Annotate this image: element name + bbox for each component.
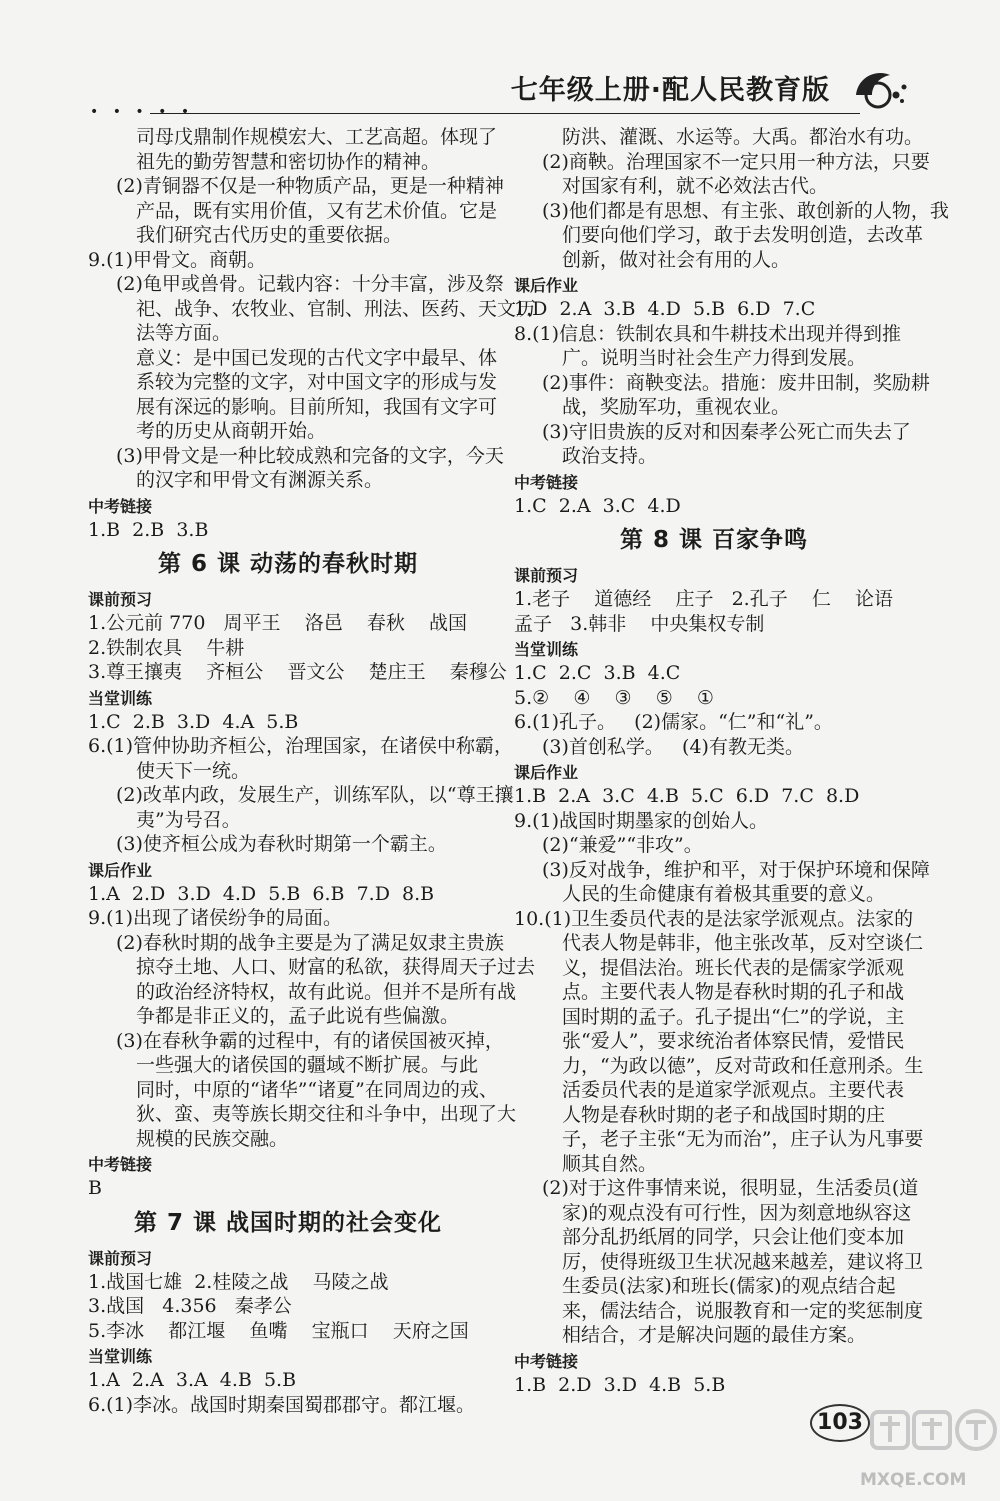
- left-text-line: 1.公元前 770 周平王 洛邑 春秋 战国: [88, 612, 468, 634]
- left-text-line: 司母戊鼎制作规模宏大、工艺高超。体现了: [136, 126, 498, 148]
- left-text-line: 产品，既有实用价值，又有艺术价值。它是: [136, 199, 498, 222]
- right-section-heading: 课后作业: [514, 763, 579, 782]
- right-text-line: 点。主要代表人物是春秋时期的孔子和战: [562, 981, 905, 1003]
- right-text-line: (2)“兼爱”“非攻”。: [542, 834, 703, 856]
- left-text-line: (3)甲骨文是一种比较成熟和完备的文字，今天: [116, 444, 504, 467]
- right-text-line: 1.老子 道德经 庄子 2.孔子 仁 论语: [514, 588, 894, 610]
- right-text-line: (2)对于这件事情来说，很明显，生活委员(道: [542, 1177, 919, 1199]
- right-text-line: 们要向他们学习，敢于去发明创造，去改革: [562, 224, 924, 246]
- right-text-line: 人民的生命健康有着极其重要的意义。: [562, 883, 886, 905]
- right-text-line: (3)他们都是有思想、有主张、敢创新的人物，我: [542, 199, 949, 222]
- left-text-line: 的汉字和甲骨文有渊源关系。: [136, 469, 384, 491]
- right-text-line: (3)首创私学。 (4)有教无类。: [542, 735, 804, 758]
- right-text-line: 创新，做对社会有用的人。: [562, 248, 791, 271]
- right-text-line: 家)的观点没有可行性，因为刻意地纵容这: [562, 1201, 912, 1224]
- page-number: 103: [810, 1404, 870, 1442]
- left-text-line: 我们研究古代历史的重要依据。: [136, 224, 403, 246]
- book-series-logo-icon: [850, 65, 910, 111]
- right-text-line: 政治支持。: [562, 445, 658, 467]
- right-text-line: 孟子 3.韩非 中央集权专制: [514, 612, 765, 635]
- left-text-line: 6.(1)李冰。战国时期秦国蜀郡郡守。都江堰。: [88, 1393, 476, 1416]
- left-text-line: 3.战国 4.356 秦孝公: [88, 1295, 292, 1317]
- right-text-line: (2)商鞅。治理国家不一定只用一种方法，只要: [542, 150, 930, 173]
- left-section-heading: 当堂训练: [88, 1347, 153, 1366]
- right-text-line: (3)守旧贵族的反对和因秦孝公死亡而失去了: [542, 420, 911, 443]
- left-text-line: 1.A 2.D 3.D 4.D 5.B 6.B 7.D 8.B: [88, 882, 435, 905]
- left-text-line: (2)改革内政，发展生产，训练军队，以“尊王攘: [116, 784, 514, 806]
- right-section-heading: 课前预习: [514, 566, 579, 585]
- right-text-line: 义，提倡法治。班长代表的是儒家学派观: [562, 956, 905, 979]
- right-text-line: 对国家有利，就不必效法古代。: [562, 175, 829, 197]
- left-text-line: 祀、战争、农牧业、官制、刑法、医药、天文历: [136, 297, 536, 320]
- right-text-line: 1.C 2.A 3.C 4.D: [514, 494, 681, 517]
- right-text-line: 国时期的孟子。孔子提出“仁”的学说，主: [562, 1005, 905, 1028]
- right-text-line: 战，奖励军功，重视农业。: [562, 396, 791, 418]
- left-section-heading: 中考链接: [88, 1155, 153, 1174]
- right-section-heading: 课后作业: [514, 276, 579, 295]
- left-lesson-title: 第 6 课 动荡的春秋时期: [157, 551, 419, 577]
- right-text-line: 8.(1)信息：铁制农具和牛耕技术出现并得到推: [514, 322, 902, 345]
- left-section-heading: 中考链接: [88, 496, 153, 516]
- right-text-line: 生委员(法家)和班长(儒家)的观点结合起: [562, 1275, 896, 1297]
- right-section-heading: 中考链接: [514, 1351, 579, 1371]
- right-text-line: 相结合，才是解决问题的最佳方案。: [562, 1324, 867, 1346]
- left-text-line: (2)龟甲或兽骨。记载内容：十分丰富，涉及祭: [116, 273, 504, 295]
- left-text-line: 1.C 2.B 3.D 4.A 5.B: [88, 710, 299, 733]
- right-text-line: 5.② ④ ③ ⑤ ①: [514, 686, 714, 709]
- left-text-line: 6.(1)管仲协助齐桓公，治理国家，在诸侯中称霸，: [88, 735, 514, 757]
- watermark-url: MXQE.COM: [860, 1470, 967, 1490]
- left-text-line: 法等方面。: [136, 322, 232, 344]
- left-section-heading: 课前预习: [88, 1248, 153, 1268]
- header-dots: • • • • •: [90, 104, 195, 120]
- left-text-line: 系较为完整的文字，对中国文字的形成与发: [136, 371, 498, 393]
- left-section-heading: 课前预习: [88, 590, 153, 609]
- left-text-line: 展有深远的影响。目前所知，我国有文字可: [136, 395, 498, 418]
- left-text-line: 同时，中原的“诸华”“诸夏”在同周边的戎、: [136, 1078, 498, 1101]
- left-text-line: 争都是非正义的，孟子此说有些偏激。: [136, 1005, 460, 1027]
- left-text-line: 规模的民族交融。: [136, 1127, 289, 1150]
- left-text-line: 3.尊王攘夷 齐桓公 晋文公 楚庄王 秦穆公: [88, 661, 507, 683]
- right-text-line: 部分乱扔纸屑的同学，只会让他们变本加: [562, 1226, 905, 1248]
- right-text-line: 厉，使得班级卫生状况越来越差，建议将卫: [562, 1250, 924, 1273]
- right-text-line: (2)事件：商鞅变法。措施：废井田制，奖励耕: [542, 371, 930, 394]
- left-text-line: (2)春秋时期的战争主要是为了满足奴隶主贵族: [116, 931, 504, 954]
- right-text-line: 活委员代表的是道家学派观点。主要代表: [562, 1079, 905, 1101]
- left-text-line: 使天下一统。: [136, 759, 251, 782]
- left-text-line: B: [88, 1177, 102, 1199]
- right-column: [514, 125, 949, 1397]
- left-text-line: (2)青铜器不仅是一种物质产品，更是一种精神: [116, 175, 504, 197]
- page-header: [80, 60, 960, 120]
- left-text-line: 1.B 2.B 3.B: [88, 518, 209, 541]
- right-text-line: 1.B 2.D 3.D 4.B 5.B: [514, 1373, 726, 1396]
- left-text-line: 5.李冰 都江堰 鱼嘴 宝瓶口 天府之国: [88, 1319, 469, 1342]
- left-text-line: 夷”为号召。: [136, 808, 241, 831]
- right-text-line: 防洪、灌溉、水运等。大禹。都治水有功。: [562, 126, 924, 148]
- right-text-line: 代表人物是韩非，他主张改革，反对空谈仁: [562, 932, 924, 954]
- right-text-line: 张“爱人”，要求统治者体察民情，爱惜民: [562, 1030, 905, 1052]
- right-section-heading: 中考链接: [514, 472, 579, 492]
- left-text-line: 1.战国七雄 2.桂陵之战 马陵之战: [88, 1270, 389, 1293]
- left-text-line: 考的历史从商朝开始。: [136, 420, 327, 442]
- right-section-heading: 当堂训练: [514, 640, 579, 659]
- right-text-line: 1.B 2.A 3.C 4.B 5.C 6.D 7.C 8.D: [514, 785, 860, 807]
- left-text-line: 意义：是中国已发现的古代文字中最早、体: [136, 346, 498, 369]
- left-text-line: 9.(1)出现了诸侯纷争的局面。: [88, 907, 343, 929]
- right-text-line: 来，儒法结合，说服教育和一定的奖惩制度: [562, 1299, 924, 1322]
- left-text-line: 掠夺土地、人口、财富的私欲，获得周天子过去: [136, 956, 536, 978]
- left-text-line: (3)在春秋争霸的过程中，有的诸侯国被灭掉，: [116, 1029, 504, 1052]
- right-text-line: 10.(1)卫生委员代表的是法家学派观点。法家的: [514, 907, 914, 930]
- right-text-line: 6.(1)孔子。 (2)儒家。“仁”和“礼”。: [514, 711, 833, 733]
- left-text-line: 9.(1)甲骨文。商朝。: [88, 248, 267, 271]
- left-text-line: 祖先的勤劳智慧和密切协作的精神。: [136, 150, 441, 173]
- right-text-line: (3)反对战争，维护和平，对于保护环境和保障: [542, 858, 930, 881]
- right-text-line: 1.D 2.A 3.B 4.D 5.B 6.D 7.C: [514, 298, 816, 320]
- left-text-line: 的政治经济特权，故有此说。但并不是所有战: [136, 980, 517, 1003]
- right-text-line: 1.C 2.C 3.B 4.C: [514, 662, 681, 684]
- right-lesson-title: 第 8 课 百家争鸣: [619, 527, 809, 553]
- left-text-line: 1.A 2.A 3.A 4.B 5.B: [88, 1369, 297, 1391]
- right-text-line: 顺其自然。: [562, 1152, 658, 1175]
- right-text-line: 9.(1)战国时期墨家的创始人。: [514, 809, 769, 832]
- left-text-line: (3)使齐桓公成为春秋时期第一个霸主。: [116, 833, 447, 855]
- right-text-line: 人物是春秋时期的老子和战国时期的庄: [562, 1103, 886, 1126]
- right-text-line: 子，老子主张“无为而治”，庄子认为凡事要: [562, 1128, 924, 1150]
- left-section-heading: 当堂训练: [88, 688, 153, 708]
- right-text-line: 力，“为政以德”，反对苛政和任意刑杀。生: [562, 1054, 924, 1077]
- header-title: 七年级上册·配人民教育版: [510, 75, 830, 106]
- left-text-line: 狄、蛮、夷等族长期交往和斗争中，出现了大: [136, 1103, 517, 1125]
- left-section-heading: 课后作业: [88, 860, 153, 880]
- right-text-line: 广。说明当时社会生产力得到发展。: [562, 347, 867, 369]
- left-text-line: 一些强大的诸侯国的疆域不断扩展。与此: [136, 1054, 479, 1076]
- left-column: [88, 125, 536, 1417]
- left-lesson-title: 第 7 课 战国时期的社会变化: [133, 1209, 443, 1236]
- header-rule: [150, 113, 860, 114]
- left-text-line: 2.铁制农具 牛耕: [88, 636, 245, 659]
